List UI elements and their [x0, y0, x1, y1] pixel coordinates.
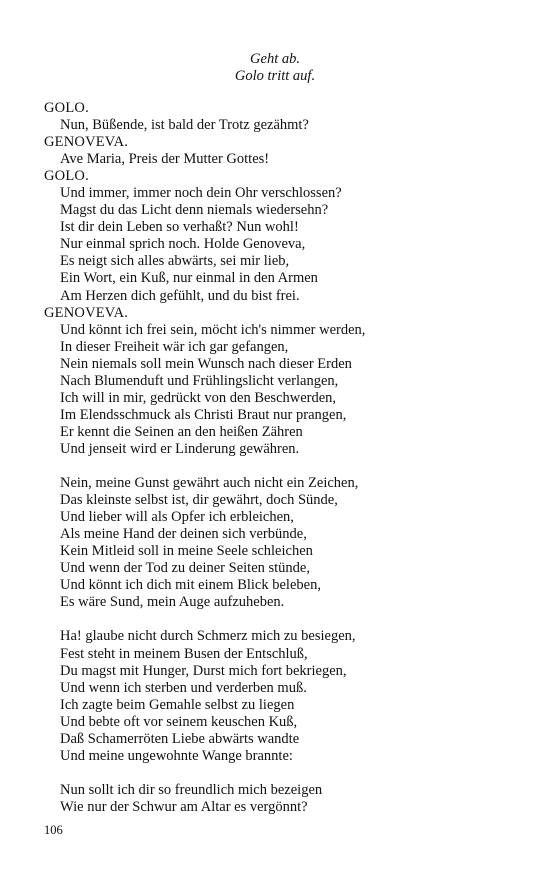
verse-line: Es neigt sich alles abwärts, sei mir lieb, — [60, 253, 290, 270]
verse-line: Magst du das Licht denn niemals wiedersehn? — [60, 202, 329, 219]
speaker-name: GOLO. — [44, 168, 89, 185]
verse-line: Ha! glaube nicht durch Schmerz mich zu besiegen, — [60, 628, 356, 645]
verse-line: Kein Mitleid soll in meine Seele schleichen — [60, 543, 313, 560]
verse-line: Und wenn ich sterben und verderben muß. — [60, 679, 307, 696]
verse-line: Nein, meine Gunst gewährt auch nicht ein Zeichen, — [60, 475, 359, 492]
verse-line: Und immer, immer noch dein Ohr verschlossen? — [60, 185, 342, 202]
stage-direction-enter: Golo tritt auf. — [234, 68, 316, 84]
verse-line: Ave Maria, Preis der Mutter Gottes! — [60, 151, 270, 168]
verse-line: In dieser Freiheit wär ich gar gefangen, — [60, 338, 289, 355]
stanza-break — [44, 611, 514, 628]
stanza-break — [44, 765, 514, 782]
verse-line: Daß Schamerröten Liebe abwärts wandte — [60, 730, 300, 747]
verse-line: Nein niemals soll mein Wunsch nach dieser Erden — [60, 355, 352, 372]
verse-line: Und könnt ich dich mit einem Blick beleben, — [60, 577, 321, 594]
verse-line: Nach Blumenduft und Frühlingslicht verlangen, — [60, 372, 339, 389]
speaker-name: GENOVEVA. — [44, 304, 129, 321]
verse-line: Und bebte oft vor seinem keuschen Kuß, — [60, 713, 298, 730]
verse-line: Nun sollt ich dir so freundlich mich bezeigen — [60, 781, 323, 798]
verse-line: Als meine Hand der deinen sich verbünde, — [60, 526, 307, 543]
verse-line: Nur einmal sprich noch. Holde Genoveva, — [60, 236, 306, 253]
verse-line: Ein Wort, ein Kuß, nur einmal in den Armen — [60, 270, 318, 287]
verse-line: Er kennt die Seinen an den heißen Zähren — [60, 423, 303, 440]
verse-line: Ich zagte beim Gemahle selbst zu liegen — [60, 696, 295, 713]
verse-line: Ist dir dein Leben so verhaßt? Nun wohl! — [60, 219, 299, 236]
verse-line: Und lieber will als Opfer ich erbleichen, — [60, 509, 294, 526]
verse-line: Und wenn der Tod zu deiner Seiten stünde, — [60, 560, 310, 577]
speaker-name: GOLO. — [44, 100, 89, 116]
dialogue-text — [44, 100, 514, 816]
verse-line: Im Elendsschmuck als Christi Braut nur prangen, — [60, 406, 347, 423]
verse-line: Wie nur der Schwur am Altar es vergönnt? — [60, 798, 308, 815]
stanza-break — [44, 458, 514, 475]
verse-line: Und jenseit wird er Linderung gewähren. — [60, 440, 300, 457]
speaker-name: GENOVEVA. — [44, 134, 129, 151]
stage-direction-exit: Geht ab. — [250, 51, 300, 67]
verse-line: Ich will in mir, gedrückt von den Beschwerden, — [60, 389, 337, 406]
verse-line: Fest steht in meinem Busen der Entschluß, — [60, 645, 308, 662]
verse-line: Das kleinste selbst ist, dir gewährt, doch Sünde, — [60, 492, 338, 509]
verse-line: Es wäre Sund, mein Auge aufzuheben. — [60, 594, 285, 611]
verse-line: Du magst mit Hunger, Durst mich fort bekriegen, — [60, 662, 347, 679]
verse-line: Und meine ungewohnte Wange brannte: — [60, 747, 293, 764]
verse-line: Nun, Büßende, ist bald der Trotz gezähmt? — [60, 117, 309, 134]
page-number: 106 — [44, 823, 63, 837]
verse-line: Und könnt ich frei sein, möcht ich's nimmer werden, — [60, 321, 366, 338]
verse-line: Am Herzen dich gefühlt, und du bist frei. — [60, 287, 300, 304]
